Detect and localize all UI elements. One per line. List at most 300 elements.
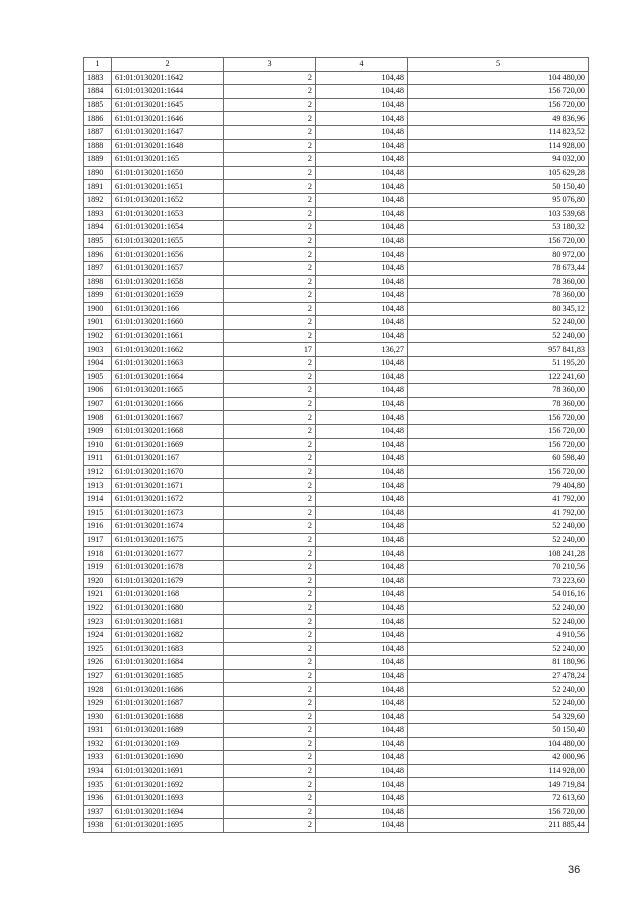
table-row [84, 533, 589, 547]
row-number-cell: 1898 [84, 275, 112, 289]
rate-cell: 104,48 [316, 329, 408, 343]
table-row [84, 465, 589, 479]
cadastral-number-cell: 61:01:0130201:1651 [112, 180, 224, 194]
cadastral-number-cell: 61:01:0130201:1642 [112, 71, 224, 85]
table-row [84, 819, 589, 833]
row-number-cell: 1892 [84, 193, 112, 207]
table-body [84, 71, 589, 832]
cadastral-number-cell: 61:01:0130201:1670 [112, 465, 224, 479]
amount-cell: 70 210,56 [408, 560, 589, 574]
cadastral-number-cell: 61:01:0130201:169 [112, 737, 224, 751]
quantity-cell: 2 [224, 221, 316, 235]
cadastral-number-cell: 61:01:0130201:1660 [112, 316, 224, 330]
row-number-cell: 1930 [84, 710, 112, 724]
amount-cell: 52 240,00 [408, 601, 589, 615]
rate-cell: 104,48 [316, 438, 408, 452]
column-header-1: 1 [84, 58, 112, 72]
cadastral-number-cell: 61:01:0130201:1680 [112, 601, 224, 615]
row-number-cell: 1916 [84, 520, 112, 534]
rate-cell: 104,48 [316, 425, 408, 439]
table-row [84, 438, 589, 452]
document-page [83, 57, 589, 833]
rate-cell: 104,48 [316, 506, 408, 520]
cadastral-number-cell: 61:01:0130201:1667 [112, 411, 224, 425]
rate-cell: 104,48 [316, 751, 408, 765]
rate-cell: 104,48 [316, 289, 408, 303]
row-number-cell: 1922 [84, 601, 112, 615]
amount-cell: 52 240,00 [408, 533, 589, 547]
amount-cell: 156 720,00 [408, 411, 589, 425]
rate-cell: 104,48 [316, 724, 408, 738]
rate-cell: 104,48 [316, 261, 408, 275]
rate-cell: 104,48 [316, 452, 408, 466]
quantity-cell: 2 [224, 656, 316, 670]
quantity-cell: 2 [224, 125, 316, 139]
quantity-cell: 2 [224, 234, 316, 248]
cadastral-number-cell: 61:01:0130201:1646 [112, 112, 224, 126]
row-number-cell: 1890 [84, 166, 112, 180]
row-number-cell: 1903 [84, 343, 112, 357]
amount-cell: 114 928,00 [408, 764, 589, 778]
quantity-cell: 2 [224, 329, 316, 343]
table-header-row [84, 58, 589, 72]
amount-cell: 41 792,00 [408, 493, 589, 507]
row-number-cell: 1893 [84, 207, 112, 221]
row-number-cell: 1900 [84, 302, 112, 316]
quantity-cell: 2 [224, 696, 316, 710]
quantity-cell: 2 [224, 737, 316, 751]
row-number-cell: 1883 [84, 71, 112, 85]
rate-cell: 104,48 [316, 669, 408, 683]
table-row [84, 343, 589, 357]
rate-cell: 104,48 [316, 248, 408, 262]
row-number-cell: 1920 [84, 574, 112, 588]
table-row [84, 547, 589, 561]
rate-cell: 104,48 [316, 574, 408, 588]
amount-cell: 211 885,44 [408, 819, 589, 833]
cadastral-number-cell: 61:01:0130201:1645 [112, 98, 224, 112]
quantity-cell: 2 [224, 411, 316, 425]
row-number-cell: 1932 [84, 737, 112, 751]
table-row [84, 302, 589, 316]
row-number-cell: 1897 [84, 261, 112, 275]
rate-cell: 104,48 [316, 710, 408, 724]
quantity-cell: 2 [224, 479, 316, 493]
row-number-cell: 1896 [84, 248, 112, 262]
rate-cell: 104,48 [316, 615, 408, 629]
table-row [84, 139, 589, 153]
rate-cell: 104,48 [316, 642, 408, 656]
cadastral-number-cell: 61:01:0130201:1648 [112, 139, 224, 153]
quantity-cell: 2 [224, 724, 316, 738]
cadastral-number-cell: 61:01:0130201:165 [112, 153, 224, 167]
quantity-cell: 17 [224, 343, 316, 357]
rate-cell: 104,48 [316, 112, 408, 126]
rate-cell: 104,48 [316, 302, 408, 316]
table-row [84, 696, 589, 710]
amount-cell: 104 480,00 [408, 71, 589, 85]
quantity-cell: 2 [224, 248, 316, 262]
amount-cell: 156 720,00 [408, 234, 589, 248]
row-number-cell: 1936 [84, 792, 112, 806]
row-number-cell: 1904 [84, 357, 112, 371]
rate-cell: 104,48 [316, 656, 408, 670]
rate-cell: 104,48 [316, 792, 408, 806]
row-number-cell: 1917 [84, 533, 112, 547]
rate-cell: 104,48 [316, 533, 408, 547]
rate-cell: 136,27 [316, 343, 408, 357]
cadastral-number-cell: 61:01:0130201:1658 [112, 275, 224, 289]
cadastral-number-cell: 61:01:0130201:1664 [112, 370, 224, 384]
cadastral-number-cell: 61:01:0130201:1695 [112, 819, 224, 833]
cadastral-number-cell: 61:01:0130201:166 [112, 302, 224, 316]
rate-cell: 104,48 [316, 234, 408, 248]
amount-cell: 54 329,60 [408, 710, 589, 724]
cadastral-number-cell: 61:01:0130201:1690 [112, 751, 224, 765]
rate-cell: 104,48 [316, 520, 408, 534]
table-row [84, 329, 589, 343]
amount-cell: 52 240,00 [408, 329, 589, 343]
quantity-cell: 2 [224, 615, 316, 629]
table-row [84, 98, 589, 112]
cadastral-number-cell: 61:01:0130201:1662 [112, 343, 224, 357]
cadastral-number-cell: 61:01:0130201:1650 [112, 166, 224, 180]
table-row [84, 669, 589, 683]
table-row [84, 193, 589, 207]
amount-cell: 60 598,40 [408, 452, 589, 466]
table-row [84, 180, 589, 194]
quantity-cell: 2 [224, 98, 316, 112]
row-number-cell: 1894 [84, 221, 112, 235]
cadastral-number-cell: 61:01:0130201:1675 [112, 533, 224, 547]
quantity-cell: 2 [224, 261, 316, 275]
table-row [84, 112, 589, 126]
amount-cell: 49 836,96 [408, 112, 589, 126]
cadastral-number-cell: 61:01:0130201:1687 [112, 696, 224, 710]
cadastral-number-cell: 61:01:0130201:1673 [112, 506, 224, 520]
amount-cell: 52 240,00 [408, 520, 589, 534]
rate-cell: 104,48 [316, 275, 408, 289]
cadastral-number-cell: 61:01:0130201:1685 [112, 669, 224, 683]
rate-cell: 104,48 [316, 193, 408, 207]
amount-cell: 156 720,00 [408, 805, 589, 819]
amount-cell: 103 539,68 [408, 207, 589, 221]
quantity-cell: 2 [224, 438, 316, 452]
quantity-cell: 2 [224, 452, 316, 466]
cadastral-number-cell: 61:01:0130201:1668 [112, 425, 224, 439]
amount-cell: 156 720,00 [408, 465, 589, 479]
table-row [84, 261, 589, 275]
table-row [84, 125, 589, 139]
amount-cell: 52 240,00 [408, 696, 589, 710]
table-row [84, 166, 589, 180]
row-number-cell: 1899 [84, 289, 112, 303]
amount-cell: 156 720,00 [408, 438, 589, 452]
row-number-cell: 1923 [84, 615, 112, 629]
row-number-cell: 1934 [84, 764, 112, 778]
row-number-cell: 1933 [84, 751, 112, 765]
column-header-2: 2 [112, 58, 224, 72]
table-row [84, 764, 589, 778]
quantity-cell: 2 [224, 289, 316, 303]
table-row [84, 234, 589, 248]
amount-cell: 156 720,00 [408, 85, 589, 99]
quantity-cell: 2 [224, 465, 316, 479]
row-number-cell: 1901 [84, 316, 112, 330]
rate-cell: 104,48 [316, 479, 408, 493]
amount-cell: 78 360,00 [408, 384, 589, 398]
cadastral-number-cell: 61:01:0130201:1682 [112, 628, 224, 642]
rate-cell: 104,48 [316, 125, 408, 139]
row-number-cell: 1905 [84, 370, 112, 384]
cadastral-number-cell: 61:01:0130201:1672 [112, 493, 224, 507]
rate-cell: 104,48 [316, 85, 408, 99]
amount-cell: 50 150,40 [408, 180, 589, 194]
quantity-cell: 2 [224, 207, 316, 221]
rate-cell: 104,48 [316, 139, 408, 153]
cadastral-number-cell: 61:01:0130201:1689 [112, 724, 224, 738]
cadastral-number-cell: 61:01:0130201:1661 [112, 329, 224, 343]
rate-cell: 104,48 [316, 696, 408, 710]
quantity-cell: 2 [224, 642, 316, 656]
quantity-cell: 2 [224, 425, 316, 439]
quantity-cell: 2 [224, 153, 316, 167]
table-row [84, 805, 589, 819]
table-row [84, 411, 589, 425]
row-number-cell: 1902 [84, 329, 112, 343]
column-header-3: 3 [224, 58, 316, 72]
amount-cell: 52 240,00 [408, 615, 589, 629]
cadastral-number-cell: 61:01:0130201:1681 [112, 615, 224, 629]
rate-cell: 104,48 [316, 221, 408, 235]
table-row [84, 683, 589, 697]
row-number-cell: 1918 [84, 547, 112, 561]
quantity-cell: 2 [224, 112, 316, 126]
row-number-cell: 1931 [84, 724, 112, 738]
table-row [84, 221, 589, 235]
table-row [84, 316, 589, 330]
quantity-cell: 2 [224, 574, 316, 588]
table-row [84, 85, 589, 99]
quantity-cell: 2 [224, 628, 316, 642]
amount-cell: 53 180,32 [408, 221, 589, 235]
table-row [84, 751, 589, 765]
amount-cell: 156 720,00 [408, 425, 589, 439]
amount-cell: 51 195,20 [408, 357, 589, 371]
cadastral-number-cell: 61:01:0130201:1653 [112, 207, 224, 221]
row-number-cell: 1915 [84, 506, 112, 520]
table-row [84, 207, 589, 221]
table-row [84, 710, 589, 724]
table-row [84, 724, 589, 738]
quantity-cell: 2 [224, 764, 316, 778]
quantity-cell: 2 [224, 601, 316, 615]
rate-cell: 104,48 [316, 683, 408, 697]
rate-cell: 104,48 [316, 628, 408, 642]
row-number-cell: 1928 [84, 683, 112, 697]
amount-cell: 52 240,00 [408, 316, 589, 330]
amount-cell: 4 910,56 [408, 628, 589, 642]
column-header-4: 4 [316, 58, 408, 72]
rate-cell: 104,48 [316, 493, 408, 507]
quantity-cell: 2 [224, 683, 316, 697]
amount-cell: 72 613,60 [408, 792, 589, 806]
amount-cell: 42 000,96 [408, 751, 589, 765]
rate-cell: 104,48 [316, 737, 408, 751]
cadastral-number-cell: 61:01:0130201:1663 [112, 357, 224, 371]
rate-cell: 104,48 [316, 166, 408, 180]
table-row [84, 479, 589, 493]
table-row [84, 493, 589, 507]
quantity-cell: 2 [224, 275, 316, 289]
rate-cell: 104,48 [316, 153, 408, 167]
amount-cell: 105 629,28 [408, 166, 589, 180]
table-row [84, 656, 589, 670]
row-number-cell: 1885 [84, 98, 112, 112]
amount-cell: 156 720,00 [408, 98, 589, 112]
cadastral-number-cell: 61:01:0130201:1692 [112, 778, 224, 792]
amount-cell: 73 223,60 [408, 574, 589, 588]
cadastral-number-cell: 61:01:0130201:1684 [112, 656, 224, 670]
amount-cell: 78 360,00 [408, 397, 589, 411]
table-row [84, 792, 589, 806]
rate-cell: 104,48 [316, 411, 408, 425]
table-row [84, 601, 589, 615]
register-table [83, 57, 589, 833]
row-number-cell: 1888 [84, 139, 112, 153]
amount-cell: 52 240,00 [408, 642, 589, 656]
table-row [84, 452, 589, 466]
table-row [84, 275, 589, 289]
quantity-cell: 2 [224, 139, 316, 153]
row-number-cell: 1913 [84, 479, 112, 493]
table-row [84, 153, 589, 167]
amount-cell: 80 345,12 [408, 302, 589, 316]
amount-cell: 54 016,16 [408, 588, 589, 602]
rate-cell: 104,48 [316, 588, 408, 602]
amount-cell: 149 719,84 [408, 778, 589, 792]
row-number-cell: 1929 [84, 696, 112, 710]
amount-cell: 122 241,60 [408, 370, 589, 384]
rate-cell: 104,48 [316, 819, 408, 833]
quantity-cell: 2 [224, 166, 316, 180]
amount-cell: 41 792,00 [408, 506, 589, 520]
cadastral-number-cell: 61:01:0130201:1665 [112, 384, 224, 398]
quantity-cell: 2 [224, 193, 316, 207]
cadastral-number-cell: 61:01:0130201:1654 [112, 221, 224, 235]
cadastral-number-cell: 61:01:0130201:1694 [112, 805, 224, 819]
rate-cell: 104,48 [316, 316, 408, 330]
table-row [84, 506, 589, 520]
rate-cell: 104,48 [316, 805, 408, 819]
rate-cell: 104,48 [316, 397, 408, 411]
amount-cell: 50 150,40 [408, 724, 589, 738]
cadastral-number-cell: 61:01:0130201:1659 [112, 289, 224, 303]
row-number-cell: 1909 [84, 425, 112, 439]
row-number-cell: 1886 [84, 112, 112, 126]
table-row [84, 574, 589, 588]
row-number-cell: 1895 [84, 234, 112, 248]
row-number-cell: 1938 [84, 819, 112, 833]
cadastral-number-cell: 61:01:0130201:168 [112, 588, 224, 602]
table-row [84, 289, 589, 303]
amount-cell: 104 480,00 [408, 737, 589, 751]
cadastral-number-cell: 61:01:0130201:1686 [112, 683, 224, 697]
row-number-cell: 1927 [84, 669, 112, 683]
cadastral-number-cell: 61:01:0130201:1683 [112, 642, 224, 656]
cadastral-number-cell: 61:01:0130201:167 [112, 452, 224, 466]
rate-cell: 104,48 [316, 207, 408, 221]
table-row [84, 248, 589, 262]
quantity-cell: 2 [224, 85, 316, 99]
quantity-cell: 2 [224, 547, 316, 561]
cadastral-number-cell: 61:01:0130201:1678 [112, 560, 224, 574]
amount-cell: 79 404,80 [408, 479, 589, 493]
rate-cell: 104,48 [316, 778, 408, 792]
quantity-cell: 2 [224, 533, 316, 547]
rate-cell: 104,48 [316, 601, 408, 615]
page-number: 36 [568, 864, 581, 876]
amount-cell: 78 673,44 [408, 261, 589, 275]
quantity-cell: 2 [224, 316, 316, 330]
quantity-cell: 2 [224, 397, 316, 411]
quantity-cell: 2 [224, 71, 316, 85]
quantity-cell: 2 [224, 751, 316, 765]
amount-cell: 78 360,00 [408, 275, 589, 289]
quantity-cell: 2 [224, 805, 316, 819]
table-row [84, 397, 589, 411]
rate-cell: 104,48 [316, 465, 408, 479]
row-number-cell: 1919 [84, 560, 112, 574]
cadastral-number-cell: 61:01:0130201:1644 [112, 85, 224, 99]
quantity-cell: 2 [224, 384, 316, 398]
quantity-cell: 2 [224, 357, 316, 371]
row-number-cell: 1921 [84, 588, 112, 602]
row-number-cell: 1935 [84, 778, 112, 792]
quantity-cell: 2 [224, 520, 316, 534]
quantity-cell: 2 [224, 506, 316, 520]
amount-cell: 81 180,96 [408, 656, 589, 670]
cadastral-number-cell: 61:01:0130201:1677 [112, 547, 224, 561]
rate-cell: 104,48 [316, 180, 408, 194]
cadastral-number-cell: 61:01:0130201:1666 [112, 397, 224, 411]
table-row [84, 357, 589, 371]
row-number-cell: 1937 [84, 805, 112, 819]
cadastral-number-cell: 61:01:0130201:1657 [112, 261, 224, 275]
amount-cell: 108 241,28 [408, 547, 589, 561]
table-row [84, 560, 589, 574]
rate-cell: 104,48 [316, 560, 408, 574]
table-row [84, 384, 589, 398]
amount-cell: 52 240,00 [408, 683, 589, 697]
quantity-cell: 2 [224, 792, 316, 806]
row-number-cell: 1912 [84, 465, 112, 479]
row-number-cell: 1884 [84, 85, 112, 99]
column-header-5: 5 [408, 58, 589, 72]
amount-cell: 80 972,00 [408, 248, 589, 262]
amount-cell: 114 823,52 [408, 125, 589, 139]
cadastral-number-cell: 61:01:0130201:1674 [112, 520, 224, 534]
row-number-cell: 1907 [84, 397, 112, 411]
cadastral-number-cell: 61:01:0130201:1647 [112, 125, 224, 139]
rate-cell: 104,48 [316, 98, 408, 112]
rate-cell: 104,48 [316, 71, 408, 85]
rate-cell: 104,48 [316, 547, 408, 561]
table-row [84, 642, 589, 656]
row-number-cell: 1926 [84, 656, 112, 670]
table-row [84, 71, 589, 85]
row-number-cell: 1911 [84, 452, 112, 466]
